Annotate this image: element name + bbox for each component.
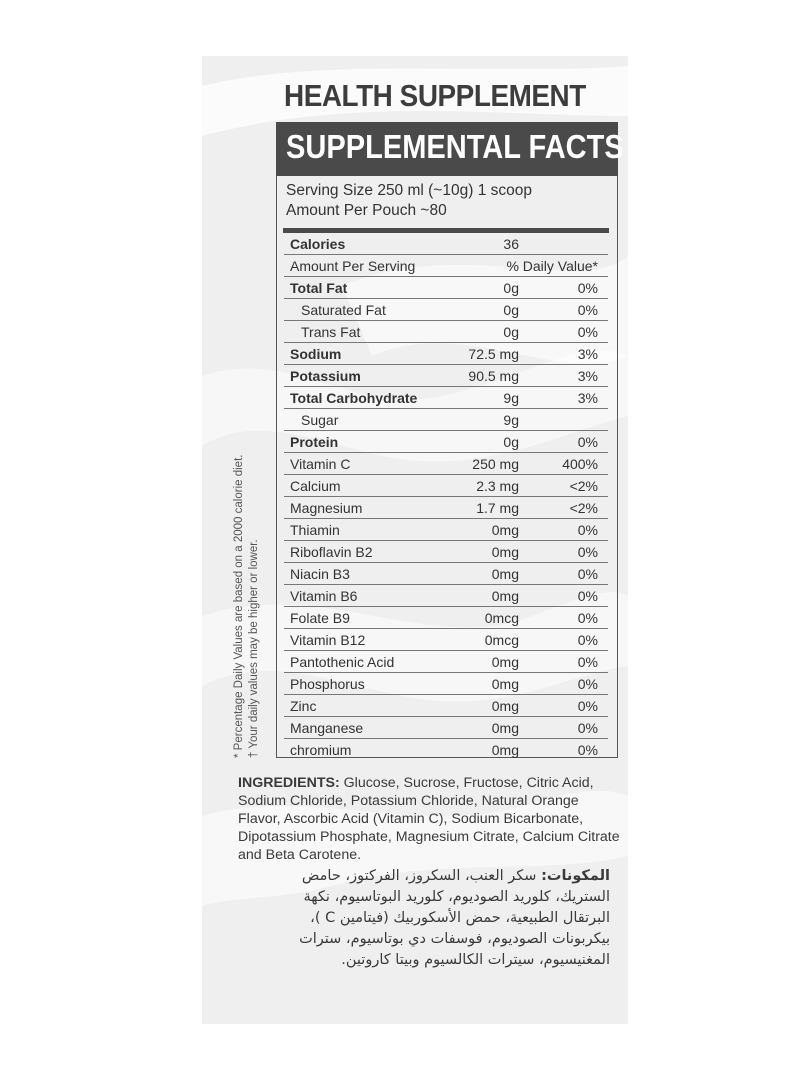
facts-title: SUPPLEMENTAL FACTS	[286, 128, 624, 165]
serving-info	[286, 181, 532, 221]
nutrient-dv: <2%	[519, 497, 608, 519]
ingredients-label: INGREDIENTS:	[238, 775, 340, 791]
table-row	[284, 321, 608, 343]
nutrient-amount: 0mg	[461, 541, 519, 563]
product-heading: HEALTH SUPPLEMENT	[284, 78, 586, 113]
nutrient-name: Pantothenic Acid	[284, 651, 461, 673]
nutrient-name: Riboflavin B2	[284, 541, 461, 563]
nutrient-table	[284, 233, 608, 760]
amount-per-serving-label: Amount Per Serving	[284, 255, 461, 277]
table-row	[284, 585, 608, 607]
table-row	[284, 607, 608, 629]
nutrient-amount: 0g	[461, 431, 519, 453]
table-row	[284, 497, 608, 519]
table-row	[284, 299, 608, 321]
nutrient-amount: 0mg	[491, 741, 519, 758]
nutrient-amount: 2.3 mg	[461, 475, 519, 497]
table-row	[284, 563, 608, 585]
table-row	[284, 475, 608, 497]
nutrient-dv: 0%	[519, 563, 608, 585]
nutrient-name: Saturated Fat	[284, 299, 461, 321]
percent-label: %	[461, 255, 519, 277]
footnote-line-1: * Percentage Daily Values are based on a 2000 calorie diet.	[233, 454, 245, 758]
nutrient-amount: 72.5 mg	[461, 343, 519, 365]
table-row	[284, 541, 608, 563]
amount-per-pouch: Amount Per Pouch ~80	[286, 202, 447, 219]
nutrient-amount: 9g	[461, 409, 519, 431]
table-row	[284, 431, 608, 453]
nutrient-dv: 0%	[519, 299, 608, 321]
table-row	[284, 629, 608, 651]
table-row	[284, 717, 608, 739]
table-row	[284, 365, 608, 387]
nutrient-name: Manganese	[284, 717, 461, 739]
nutrient-name: Niacin B3	[284, 563, 461, 585]
nutrient-dv: 0%	[577, 741, 598, 758]
nutrient-name: Protein	[284, 431, 461, 453]
nutrient-name: Potassium	[284, 365, 461, 387]
ingredients-english	[238, 774, 622, 864]
nutrient-dv: 3%	[519, 343, 608, 365]
ingredients-text: Glucose, Sucrose, Fructose, Citric Acid, Sodium Chloride, Potassium Chloride, Natural Orange Flavor, Ascorbic Acid (Vitamin C), Sodium Bicarbonate, Dipotassium Phosphate, Magnesium Citrate, Calcium Citrate and Beta Carotene.	[238, 775, 620, 863]
nutrient-dv: <2%	[519, 475, 608, 497]
nutrient-name: Total Carbohydrate	[284, 387, 461, 409]
nutrient-name: Trans Fat	[284, 321, 461, 343]
nutrient-dv: 0%	[519, 717, 608, 739]
nutrient-name: Calcium	[284, 475, 461, 497]
daily-value-footnote	[232, 398, 262, 758]
nutrient-name: Sodium	[284, 343, 461, 365]
nutrient-dv: 0%	[519, 695, 608, 717]
nutrient-dv: 0%	[519, 673, 608, 695]
nutrient-dv	[519, 409, 608, 431]
nutrient-name: Sugar	[284, 409, 461, 431]
footnote-line-2: † Your daily values may be higher or lower.	[248, 539, 260, 758]
table-row	[284, 277, 608, 299]
nutrient-amount: 1.7 mg	[461, 497, 519, 519]
ingredients-text-arabic: سكر العنب، السكروز، الفركتوز، حامض الستريك، كلوريد الصوديوم، كلوريد البوتاسيوم، نكهة البرتقال الطبيعية، حمض الأسكوربيك (فيتامين C )، بيكربونات الصوديوم، فوسفات دي بوتاسيوم، سترات المغنيسيوم، سيترات الكالسيوم وبيتا كاروتين.	[299, 868, 610, 968]
nutrient-name: Magnesium	[284, 497, 461, 519]
table-subheader	[284, 255, 608, 277]
nutrient-dv: 3%	[519, 365, 608, 387]
nutrient-dv: 400%	[519, 453, 608, 475]
daily-value-label: Daily Value*	[519, 255, 608, 277]
table-row	[284, 519, 608, 541]
nutrient-name: Vitamin C	[284, 453, 461, 475]
nutrient-name: Thiamin	[284, 519, 461, 541]
calories-row	[284, 233, 608, 255]
table-row	[284, 453, 608, 475]
nutrient-amount: 0mg	[461, 673, 519, 695]
nutrient-amount: 0g	[461, 277, 519, 299]
nutrient-dv: 0%	[519, 519, 608, 541]
table-row	[284, 651, 608, 673]
nutrient-name: Total Fat	[284, 277, 461, 299]
nutrient-dv: 0%	[519, 585, 608, 607]
table-row	[284, 673, 608, 695]
nutrient-amount: 0mg	[461, 717, 519, 739]
nutrient-name: Zinc	[284, 695, 461, 717]
nutrient-name: Phosphorus	[284, 673, 461, 695]
nutrient-name: Folate B9	[284, 607, 461, 629]
nutrient-amount: 90.5 mg	[461, 365, 519, 387]
table-row	[284, 343, 608, 365]
nutrient-name: Vitamin B12	[284, 629, 461, 651]
nutrient-amount: 0mg	[461, 695, 519, 717]
table-row	[284, 739, 608, 761]
nutrient-dv: 0%	[519, 629, 608, 651]
nutrient-name: Vitamin B6	[284, 585, 461, 607]
nutrient-dv: 0%	[519, 651, 608, 673]
nutrient-amount: 0mg	[461, 519, 519, 541]
ingredients-arabic	[282, 866, 610, 971]
serving-size: Serving Size 250 ml (~10g) 1 scoop	[286, 182, 532, 199]
nutrient-dv: 0%	[519, 541, 608, 563]
table-row	[284, 387, 608, 409]
table-row	[284, 409, 608, 431]
calories-value: 36	[461, 233, 519, 255]
calories-label: Calories	[284, 233, 461, 255]
table-row	[284, 695, 608, 717]
nutrient-dv: 0%	[519, 321, 608, 343]
nutrient-name: chromium	[290, 741, 352, 758]
nutrient-amount: 0mg	[461, 563, 519, 585]
nutrient-amount: 0mcg	[461, 607, 519, 629]
nutrient-amount: 9g	[461, 387, 519, 409]
nutrient-dv: 0%	[519, 607, 608, 629]
nutrient-dv: 0%	[519, 431, 608, 453]
nutrient-dv: 3%	[519, 387, 608, 409]
nutrient-amount: 0mg	[461, 651, 519, 673]
nutrient-amount: 0g	[461, 321, 519, 343]
nutrient-amount: 0mcg	[461, 629, 519, 651]
nutrient-amount: 250 mg	[461, 453, 519, 475]
ingredients-label-arabic: المكونات:	[541, 868, 610, 884]
nutrient-amount: 0mg	[461, 585, 519, 607]
nutrient-amount: 0g	[461, 299, 519, 321]
nutrient-dv: 0%	[519, 277, 608, 299]
